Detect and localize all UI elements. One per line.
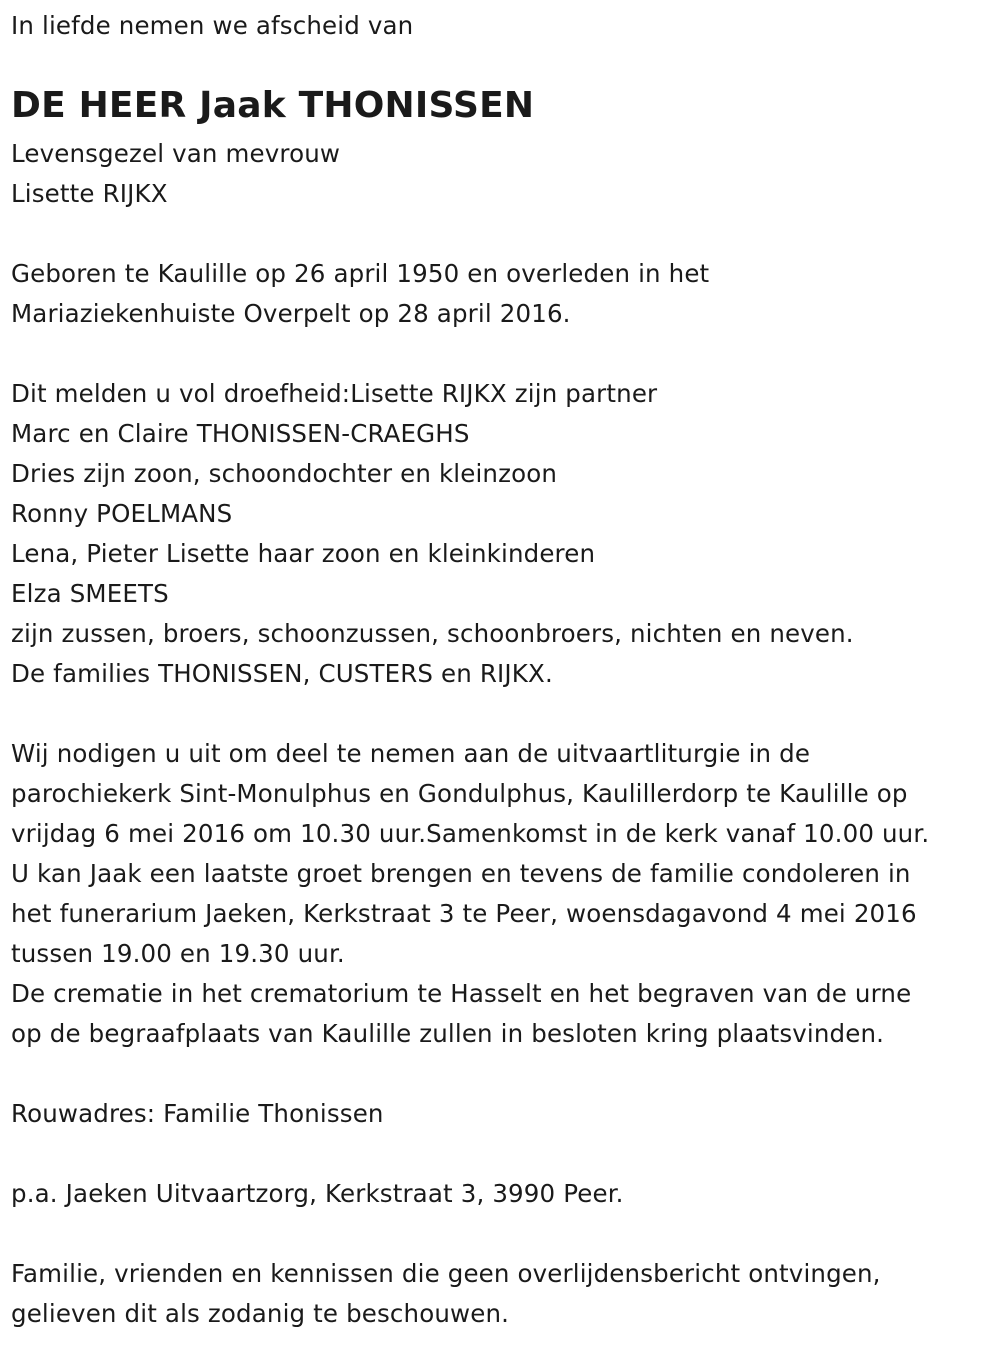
family-line: Dries zijn zoon, schoondochter en kleinzoon bbox=[11, 459, 558, 488]
intro-line: In liefde nemen we afscheid van bbox=[11, 11, 414, 40]
partner-line: Lisette RIJKX bbox=[11, 179, 168, 208]
family-line: zijn zussen, broers, schoonzussen, schoonbroers, nichten en neven. bbox=[11, 619, 854, 648]
closing-line: Familie, vrienden en kennissen die geen overlijdensbericht ontvingen, bbox=[11, 1259, 881, 1288]
partner-line: Levensgezel van mevrouw bbox=[11, 139, 341, 168]
ceremony-block bbox=[11, 734, 929, 1054]
ceremony-line: tussen 19.00 en 19.30 uur. bbox=[11, 939, 345, 968]
family-line: De families THONISSEN, CUSTERS en RIJKX. bbox=[11, 659, 553, 688]
family-line: Lena, Pieter Lisette haar zoon en kleinkinderen bbox=[11, 539, 596, 568]
deceased-name: DE HEER Jaak THONISSEN bbox=[11, 85, 535, 126]
care-of-address: p.a. Jaeken Uitvaartzorg, Kerkstraat 3, 3990 Peer. bbox=[11, 1179, 624, 1208]
ceremony-line: U kan Jaak een laatste groet brengen en tevens de familie condoleren in bbox=[11, 859, 911, 888]
pa-block bbox=[11, 1174, 624, 1214]
ceremony-line: vrijdag 6 mei 2016 om 10.30 uur.Samenkomst in de kerk vanaf 10.00 uur. bbox=[11, 819, 930, 848]
ceremony-line: op de begraafplaats van Kaulille zullen in besloten kring plaatsvinden. bbox=[11, 1019, 885, 1048]
ceremony-line: het funerarium Jaeken, Kerkstraat 3 te Peer, woensdagavond 4 mei 2016 bbox=[11, 899, 917, 928]
birth-death-block bbox=[11, 254, 709, 334]
family-line: Elza SMEETS bbox=[11, 579, 169, 608]
closing-line: gelieven dit als zodanig te beschouwen. bbox=[11, 1299, 510, 1328]
family-line: Dit melden u vol droefheid:Lisette RIJKX zijn partner bbox=[11, 379, 658, 408]
address-block bbox=[11, 1094, 384, 1134]
ceremony-line: parochiekerk Sint-Monulphus en Gondulphus, Kaulillerdorp te Kaulille op bbox=[11, 779, 908, 808]
mourning-address: Rouwadres: Familie Thonissen bbox=[11, 1099, 384, 1128]
family-line: Ronny POELMANS bbox=[11, 499, 233, 528]
partner-block bbox=[11, 134, 340, 214]
closing-block bbox=[11, 1254, 881, 1334]
family-line: Marc en Claire THONISSEN-CRAEGHS bbox=[11, 419, 470, 448]
family-block bbox=[11, 374, 854, 694]
birth-death-line: Mariaziekenhuiste Overpelt op 28 april 2016. bbox=[11, 299, 571, 328]
birth-death-line: Geboren te Kaulille op 26 april 1950 en overleden in het bbox=[11, 259, 710, 288]
ceremony-line: De crematie in het crematorium te Hasselt en het begraven van de urne bbox=[11, 979, 912, 1008]
ceremony-line: Wij nodigen u uit om deel te nemen aan de uitvaartliturgie in de bbox=[11, 739, 811, 768]
